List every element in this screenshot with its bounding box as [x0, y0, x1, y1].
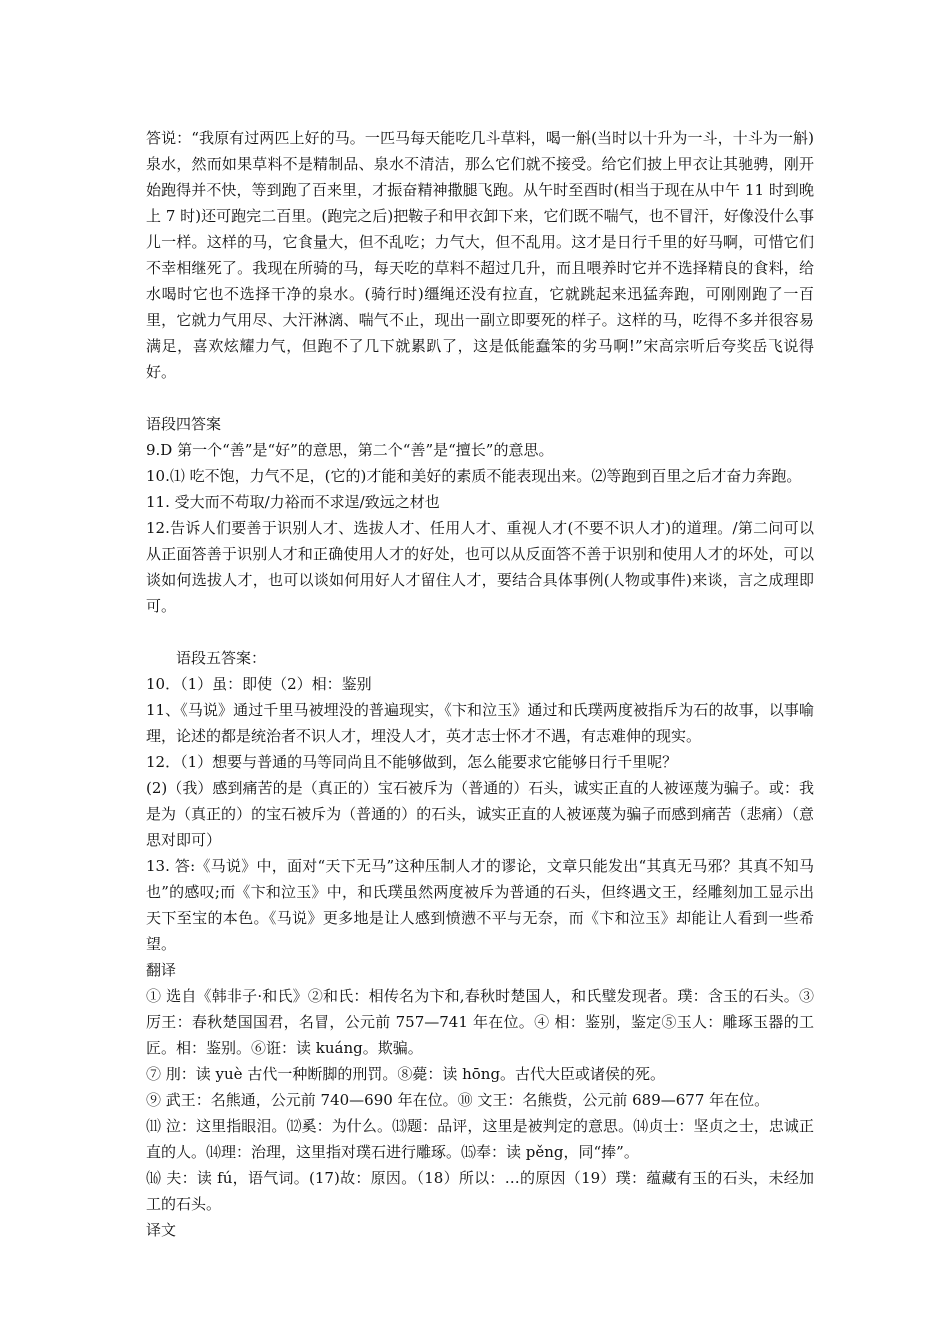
notes-group-3: ⑨ 武王：名熊通，公元前 740—690 年在位。⑩ 文王：名熊赀，公元前 689—677 年在位。: [146, 1091, 770, 1109]
section-4-title: 语段四答案: [146, 415, 222, 433]
yiwen-title: 译文: [146, 1221, 177, 1239]
notes-group-2: ⑦ 刖：读 yuè 古代一种断脚的刑罚。⑧薨：读 hōng。古代大臣或诸侯的死。: [146, 1065, 666, 1083]
section-5-answer-10: 10．（1）虽：即使（2）相：鉴别: [146, 675, 372, 693]
section-4-answer-11: 11. 受大而不苟取/力裕而不求逞/致远之材也: [146, 493, 440, 511]
section-5-answer-13: 13. 答:《马说》中，面对“天下无马”这种压制人才的谬论，文章只能发出“其真无马邪？其真不知马也”的感叹;而《卞和泣玉》中，和氏璞虽然两度被斥为普通的石头，但终遇文王，经雕刻加工显示出天下至宝的本色。《马说》更多地是让人感到愤懑不平与无奈，而《卞和泣玉》却能让人看到一些希望。: [146, 857, 814, 953]
section-5-answer-12-part-1: 12．（1）想要与普通的马等同尚且不能够做到，怎么能要求它能够日行千里呢？: [146, 753, 678, 771]
section-4-answer-10: 10.⑴ 吃不饱，力气不足，(它的)才能和美好的素质不能表现出来。⑵等跑到百里之后才奋力奔跑。: [146, 467, 802, 485]
translation-title: 翻译: [146, 961, 177, 979]
section-5-title: 语段五答案：: [176, 649, 267, 667]
section-5-answer-12-part-2: (2)（我）感到痛苦的是（真正的）宝石被斥为（普通的）石头，诚实正直的人被诬蔑为骗子。或：我是为（真正的）的宝石被斥为（普通的）的石头，诚实正直的人被诬蔑为骗子而感到痛苦（悲痛）（意思对即可）: [146, 779, 814, 849]
notes-group-5: ⒃ 夫：读 fú，语气词。(17)故：原因。（18）所以：…的原因（19）璞：蕴藏有玉的石头，未经加工的石头。: [146, 1169, 814, 1213]
section-4-answer-9: 9.D 第一个“善”是“好”的意思，第二个“善”是“擅长”的意思。: [146, 441, 554, 459]
paragraph-answer-explanation: 答说：“我原有过两匹上好的马。一匹马每天能吃几斗草料，喝一斛(当时以十升为一斗，十斗为一斛)泉水，然而如果草料不是精制品、泉水不清洁，那么它们就不接受。给它们披上甲衣让其驰骋，刚开始跑得并不快，等到跑了百来里，才振奋精神撒腿飞跑。从午时至酉时(相当于现在从中午 11 时到晚上 7 时)还可跑完二百里。(跑完之后)把鞍子和甲衣卸下来，它们既不喘气，也不冒汗，好像没什么事儿一样。这样的马，它食量大，但不乱吃；力气大，但不乱用。这才是日行千里的好马啊，可惜它们不幸相继死了。我现在所骑的马，每天吃的草料不超过几升，而且喂养时它并不选择精良的食料，给水喝时它也不选择干净的泉水。(骑行时)缰绳还没有拉直，它就跳起来迅猛奔跑，可刚刚跑了一百里，它就力气用尽、大汗淋漓、喘气不止，现出一副立即要死的样子。这样的马，吃得不多并很容易满足，喜欢炫耀力气，但跑不了几下就累趴了，这是低能蠢笨的劣马啊!”宋高宗听后夸奖岳飞说得好。: [146, 129, 814, 381]
document-body: [146, 125, 814, 1243]
notes-group-1: ① 选自《韩非子·和氏》②和氏：相传名为卞和,春秋时楚国人，和氏璧发现者。璞：含玉的石头。③厉王：春秋楚国国君，名冒，公元前 757—741 年在位。④ 相：鉴别，鉴定⑤玉人：雕琢玉器的工匠。相：鉴别。⑥诳：读 kuáng。欺骗。: [146, 987, 814, 1057]
notes-group-4: ⑾ 泣：这里指眼泪。⑿奚：为什么。⒀题：品评，这里是被判定的意思。⒁贞士：坚贞之士，忠诚正直的人。⒁理：治理，这里指对璞石进行雕琢。⒂奉：读 pěng，同“捧”。: [146, 1117, 814, 1161]
section-5-answer-11: 11、《马说》通过千里马被埋没的普遍现实，《卞和泣玉》通过和氏璞两度被指斥为石的故事，以事喻理，论述的都是统治者不识人才，埋没人才，英才志士怀才不遇，有志难伸的现实。: [146, 701, 814, 745]
blank-line: [146, 619, 814, 645]
section-4-answer-12: 12.告诉人们要善于识别人才、选拔人才、任用人才、重视人才(不要不识人才)的道理。/第二问可以从正面答善于识别人才和正确使用人才的好处，也可以从反面答不善于识别和使用人才的坏处，可以谈如何选拔人才，也可以谈如何用好人才留住人才，要结合具体事例(人物或事件)来谈，言之成理即可。: [146, 519, 814, 615]
blank-line: [146, 385, 814, 411]
